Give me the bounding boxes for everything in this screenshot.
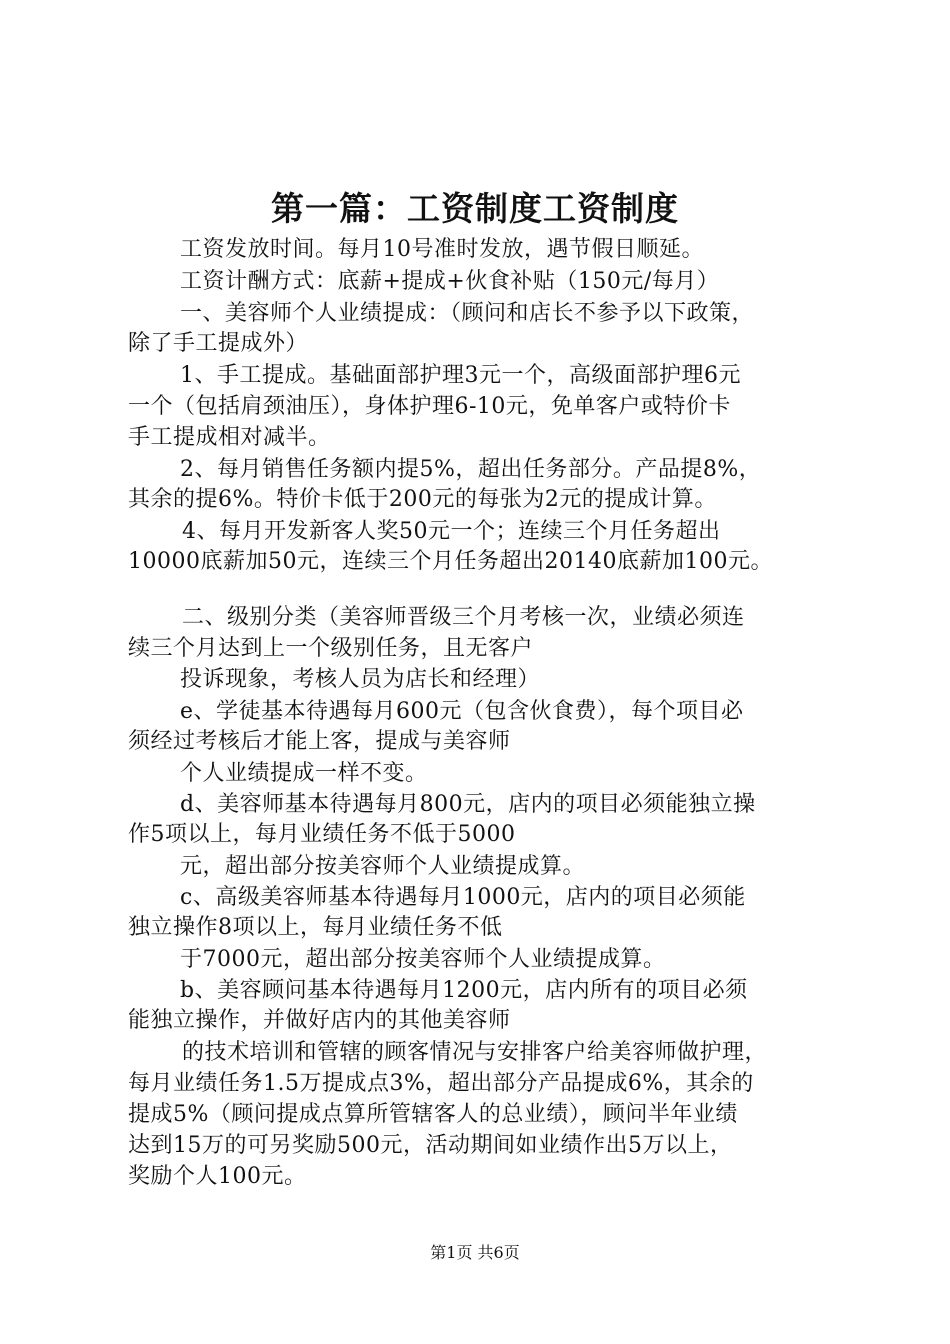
paragraph-line: 10000底薪加50元，连续三个月任务超出20140底薪加100元。	[128, 549, 773, 574]
paragraph-line: 4、每月开发新客人奖50元一个；连续三个月任务超出	[182, 519, 721, 544]
paragraph-line: 个人业绩提成一样不变。	[180, 761, 428, 786]
paragraph-line: 于7000元，超出部分按美容师个人业绩提成算。	[180, 947, 666, 972]
paragraph-line: 的技术培训和管辖的顾客情况与安排客户给美容师做护理，	[182, 1040, 768, 1065]
paragraph-line: 其余的提6%。特价卡低于200元的每张为2元的提成计算。	[128, 487, 717, 512]
paragraph-line: 除了手工提成外）	[128, 331, 309, 356]
paragraph-line: 须经过考核后才能上客，提成与美容师	[128, 729, 511, 754]
page-number-footer: 第1页 共6页	[430, 1243, 520, 1262]
paragraph-line: 奖励个人100元。	[128, 1164, 307, 1189]
paragraph-line: 手工提成相对减半。	[128, 425, 331, 450]
paragraph-line: c、高级美容师基本待遇每月1000元，店内的项目必须能	[180, 885, 746, 910]
paragraph-line: 1、手工提成。基础面部护理3元一个，高级面部护理6元	[180, 363, 741, 388]
paragraph-line: 投诉现象，考核人员为店长和经理）	[180, 667, 541, 692]
paragraph-line: d、美容师基本待遇每月800元，店内的项目必须能独立操	[180, 792, 756, 817]
paragraph-line: 作5项以上，每月业绩任务不低于5000	[128, 822, 516, 847]
paragraph-line: e、学徒基本待遇每月600元（包含伙食费），每个项目必	[180, 699, 744, 724]
paragraph-line: 达到15万的可另奖励500元，活动期间如业绩作出5万以上，	[128, 1133, 733, 1158]
paragraph-line: 独立操作8项以上，每月业绩任务不低	[128, 915, 503, 940]
paragraph-line: 一、美容师个人业绩提成：（顾问和店长不参予以下政策，	[180, 301, 755, 326]
paragraph-line: 能独立操作，并做好店内的其他美容师	[128, 1008, 511, 1033]
paragraph-line: 元，超出部分按美容师个人业绩提成算。	[180, 854, 586, 879]
paragraph-line: 每月业绩任务1.5万提成点3%，超出部分产品提成6%，其余的	[128, 1071, 754, 1096]
paragraph-line: b、美容顾问基本待遇每月1200元，店内所有的项目必须	[180, 978, 748, 1003]
paragraph-line: 一个（包括肩颈油压），身体护理6-10元，免单客户或特价卡	[128, 394, 731, 419]
paragraph-line: 提成5%（顾问提成点算所管辖客人的总业绩），顾问半年业绩	[128, 1102, 738, 1127]
paragraph-line: 续三个月达到上一个级别任务，且无客户	[128, 636, 534, 661]
paragraph-line: 工资计酬方式：底薪+提成+伙食补贴（150元/每月）	[180, 269, 720, 294]
paragraph-line: 2、每月销售任务额内提5%，超出任务部分。产品提8%，	[180, 457, 762, 482]
paragraph-line: 二、级别分类（美容师晋级三个月考核一次，业绩必须连	[182, 605, 745, 630]
document-title: 第一篇：工资制度工资制度	[271, 189, 679, 228]
paragraph-line: 工资发放时间。每月10号准时发放，遇节假日顺延。	[180, 237, 704, 262]
